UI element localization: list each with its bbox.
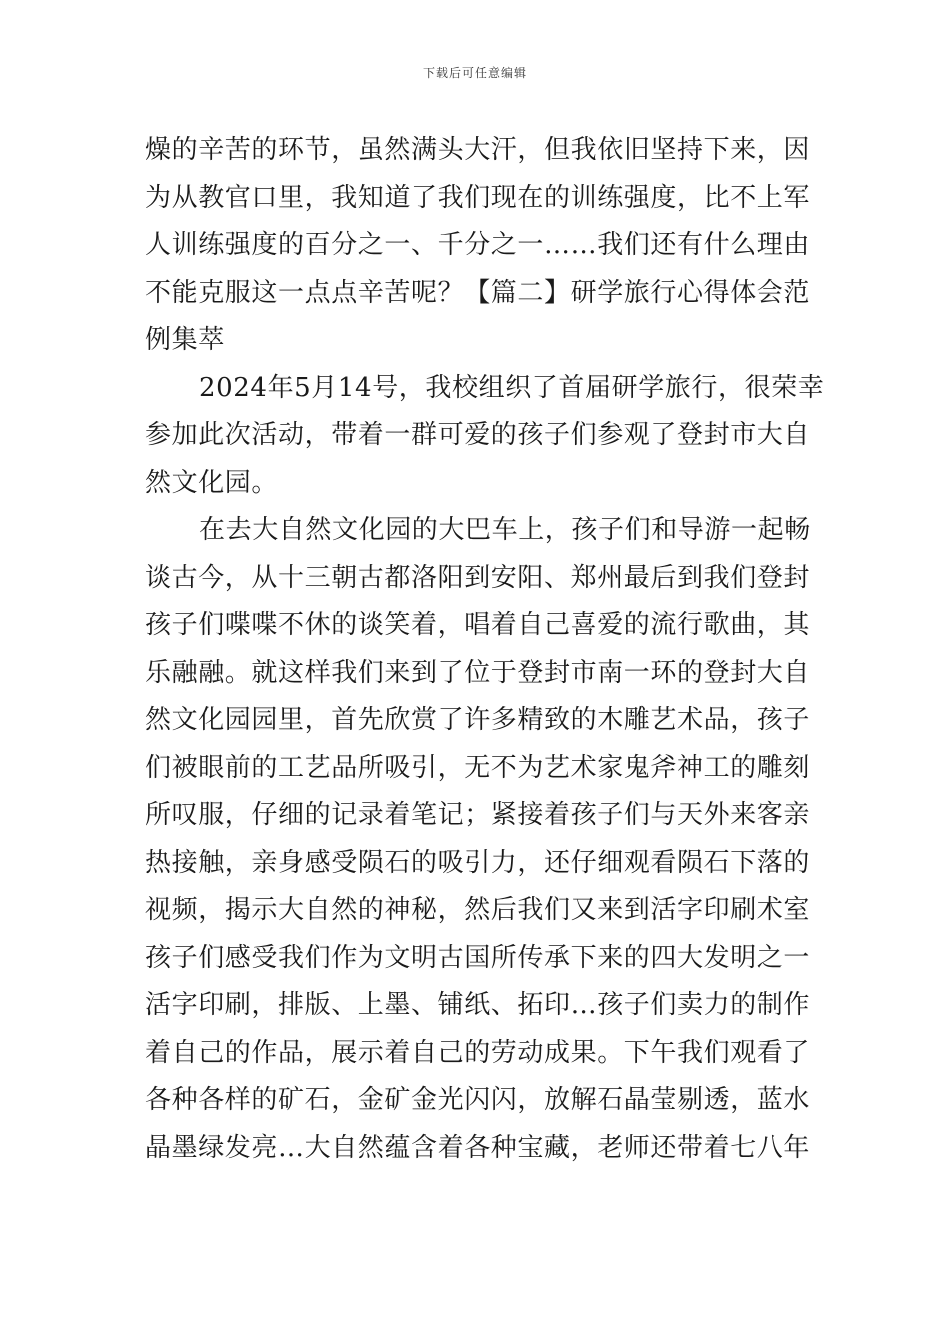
document-body <box>145 127 825 1172</box>
text-line: 着自己的作品，展示着自己的劳动成果。下午我们观看了 <box>145 1037 811 1068</box>
text-line: 参加此次活动，带着一群可爱的孩子们参观了登封市大自 <box>145 420 811 450</box>
text-line: 例集萃 <box>145 325 225 355</box>
text-line: 们被眼前的工艺品所吸引，无不为艺术家鬼斧神工的雕刻 <box>145 752 811 783</box>
text-line: 孩子们喋喋不休的谈笑着，唱着自己喜爱的流行歌曲，其 <box>145 610 811 640</box>
text-line: 不能克服这一点点辛苦呢？【篇二】研学旅行心得体会范 <box>145 277 811 308</box>
page-header: 下载后可任意编辑 <box>422 66 527 80</box>
text-line: 活字印刷，排版、上墨、铺纸、拓印…孩子们卖力的制作 <box>145 990 811 1020</box>
text-line: 视频，揭示大自然的神秘，然后我们又来到活字印刷术室 <box>145 895 811 925</box>
paragraph <box>145 507 810 1172</box>
text-line: 然文化园。 <box>145 467 279 498</box>
text-line: 2024年5月14号，我校组织了首届研学旅行，很荣幸 <box>199 372 825 403</box>
text-line: 燥的辛苦的环节，虽然满头大汗，但我依旧坚持下来，因 <box>145 135 811 165</box>
paragraph <box>145 365 825 508</box>
text-line: 孩子们感受我们作为文明古国所传承下来的四大发明之一 <box>145 942 811 973</box>
text-line: 晶墨绿发亮…大自然蕴含着各种宝藏，老师还带着七八年 <box>145 1132 811 1163</box>
text-line: 为从教官口里，我知道了我们现在的训练强度，比不上军 <box>145 182 811 213</box>
text-line: 乐融融。就这样我们来到了位于登封市南一环的登封大自 <box>145 657 811 688</box>
text-line: 热接触，亲身感受陨石的吸引力，还仔细观看陨石下落的 <box>145 847 811 878</box>
text-line: 所叹服，仔细的记录着笔记；紧接着孩子们与天外来客亲 <box>145 800 811 830</box>
text-line: 然文化园园里，首先欣赏了许多精致的木雕艺术品，孩子 <box>145 705 811 735</box>
text-line: 人训练强度的百分之一、千分之一……我们还有什么理由 <box>145 230 811 260</box>
text-line: 谈古今，从十三朝古都洛阳到安阳、郑州最后到我们登封 <box>145 562 811 593</box>
text-line: 各种各样的矿石，金矿金光闪闪，放解石晶莹剔透，蓝水 <box>145 1085 811 1115</box>
paragraph <box>145 127 810 365</box>
text-line: 在去大自然文化园的大巴车上，孩子们和导游一起畅 <box>199 515 811 545</box>
